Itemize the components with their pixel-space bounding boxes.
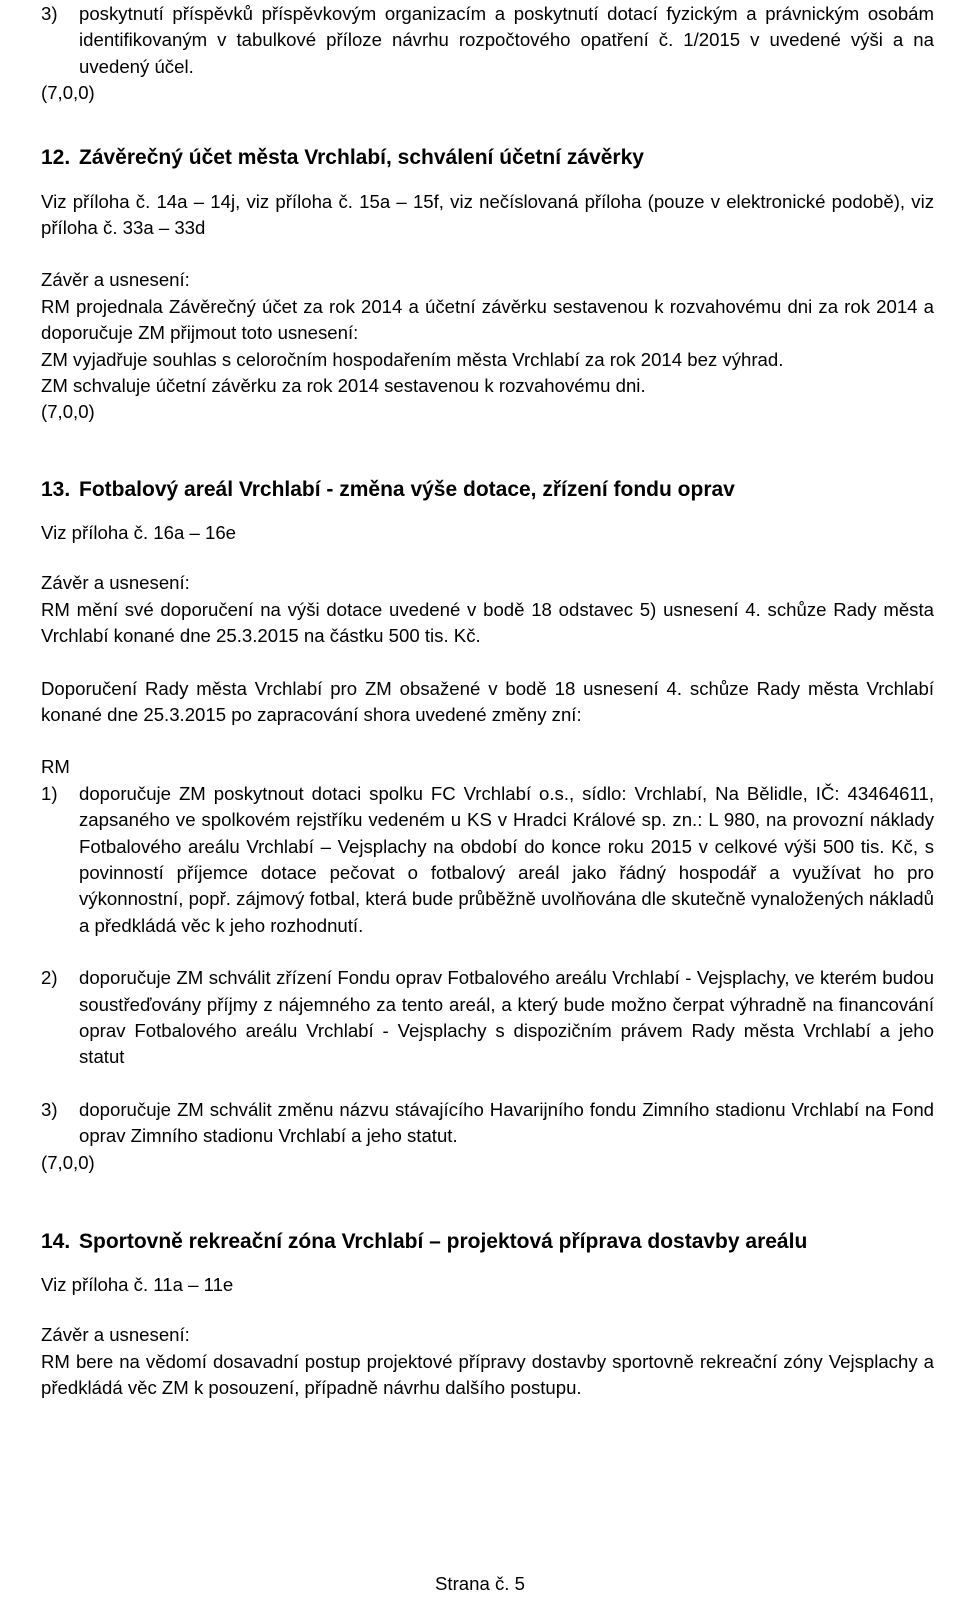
section-12-title: Závěrečný účet města Vrchlabí, schválení účetní závěrky: [79, 145, 644, 169]
intro-item-number: 3): [41, 3, 58, 24]
section-12-text-2: ZM vyjadřuje souhlas s celoročním hospodařením města Vrchlabí za rok 2014 bez výhrad.: [41, 348, 784, 370]
intro-list-item: [41, 1, 934, 80]
section-13-number: 13.: [41, 477, 71, 501]
section-14-attachments: Viz příloha č. 11a – 11e: [41, 1274, 234, 1295]
section-13-paragraph-1: RM mění své doporučení na výši dotace uvedené v bodě 18 odstavec 5) usnesení 4. schůze Rady města Vrchlabí konané dne 25.3.2015 na částku 500 tis. Kč.: [41, 598, 934, 647]
document-page: [41, 0, 934, 1402]
section-13-rm-label: RM: [41, 756, 70, 778]
list-item-text: doporučuje ZM schválit zřízení Fondu oprav Fotbalového areálu Vrchlabí - Vejsplachy, ve kterém budou soustřeďovány příjmy z nájemného za tento areál, a který bude možno čerpat výhradně na financování oprav Fotbalového areálu Vrchlabí - Vejsplachy s dispozičním právem Rady města Vrchlabí a jeho statut: [79, 967, 934, 1068]
section-12-text-1: RM projednala Závěrečný účet za rok 2014 a účetní závěrku sestavenou k rozvahovému dni za rok 2014 a doporučuje ZM přijmout toto usnesení:: [41, 295, 934, 344]
intro-vote: (7,0,0): [41, 82, 95, 104]
list-item-number: 3): [41, 1098, 58, 1120]
list-item-text: doporučuje ZM schválit změnu názvu stávajícího Havarijního fondu Zimního stadionu Vrchlabí na Fond oprav Zimního stadionu Vrchlabí a jeho statut.: [79, 1098, 934, 1147]
list-item-number: 1): [41, 782, 58, 804]
section-14-heading: [41, 1228, 934, 1256]
section-12-attachments: Viz příloha č. 14a – 14j, viz příloha č. 15a – 15f, viz nečíslovaná příloha (pouze v elektronické podobě), viz příloha č. 33a – 33d: [41, 190, 934, 239]
section-14-conclusion-label: Závěr a usnesení:: [41, 1324, 190, 1346]
section-14-title: Sportovně rekreační zóna Vrchlabí – projektová příprava dostavby areálu: [79, 1230, 808, 1253]
section-13-conclusion-label: Závěr a usnesení:: [41, 572, 190, 594]
section-13-vote: (7,0,0): [41, 1151, 95, 1173]
section-13-list-item: [41, 965, 934, 1071]
section-12-number: 12.: [41, 145, 71, 169]
section-12-heading: [41, 144, 934, 172]
section-12-text-3: ZM schvaluje účetní závěrku za rok 2014 sestavenou k rozvahovému dni.: [41, 375, 646, 397]
section-14-text: RM bere na vědomí dosavadní postup projektové přípravy dostavby sportovně rekreační zóny Vejsplachy a předkládá věc ZM k posouzení, případně návrhu dalšího postupu.: [41, 1350, 934, 1399]
section-13-attachments: Viz příloha č. 16a – 16e: [41, 521, 237, 543]
section-12-vote: (7,0,0): [41, 401, 95, 423]
intro-item-text: poskytnutí příspěvků příspěvkovým organizacím a poskytnutí dotací fyzickým a právnickým osobám identifikovaným v tabulkové příloze návrhu rozpočtového opatření č. 1/2015 v uvedené výši a na uvedený účel.: [79, 3, 934, 77]
section-13-heading: [41, 476, 934, 504]
section-13-list-item: [41, 781, 934, 939]
section-14-number: 14.: [41, 1230, 71, 1253]
page-footer: Strana č. 5: [435, 1573, 525, 1594]
section-13-list-item: [41, 1097, 934, 1150]
section-12-conclusion-label: Závěr a usnesení:: [41, 269, 190, 291]
section-13-paragraph-2: Doporučení Rady města Vrchlabí pro ZM obsažené v bodě 18 usnesení 4. schůze Rady města Vrchlabí konané dne 25.3.2015 po zapracování shora uvedené změny zní:: [41, 677, 934, 725]
list-item-text: doporučuje ZM poskytnout dotaci spolku FC Vrchlabí o.s., sídlo: Vrchlabí, Na Bělidle, IČ: 43464611, zapsaného ve spolkovém rejstříku vedeném u KS v Hradci Králové sp. zn.: L 980, na provozní náklady Fotbalového areálu Vrchlabí – Vejsplachy na období do konce roku 2015 v celkové výši 500 tis. Kč, s povinností příjemce dotace pečovat o fotbalový areál jako řádný hospodář a využívat ho pro výkonnostní, popř. zájmový fotbal, která bude průběžně uvolňována dle skutečně vynaložených nákladů a předkládá věc k jeho rozhodnutí.: [79, 782, 934, 936]
list-item-number: 2): [41, 967, 58, 989]
section-13-title: Fotbalový areál Vrchlabí - změna výše dotace, zřízení fondu oprav: [79, 477, 735, 501]
